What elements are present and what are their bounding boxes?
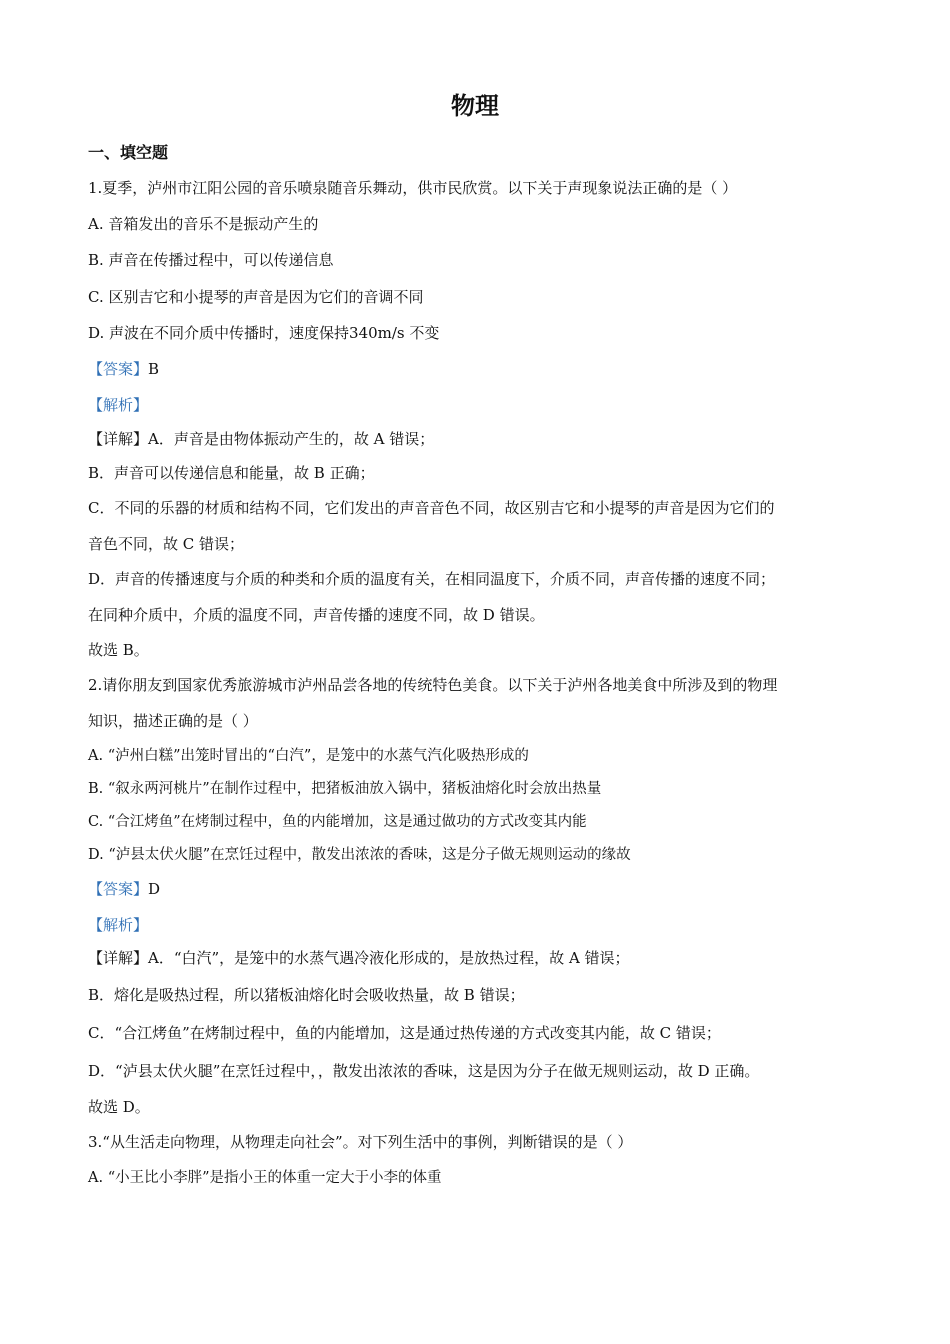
question-1-detail-line: C．不同的乐器的材质和结构不同，它们发出的声音音色不同，故区别吉它和小提琴的声音是因为它们的 [88, 499, 775, 517]
answer-tag: 【答案】 [88, 880, 149, 898]
question-1-detail-line: D．声音的传播速度与介质的种类和介质的温度有关，在相同温度下，介质不同，声音传播的速度不同； [88, 570, 776, 588]
answer-value: B [148, 360, 160, 378]
question-3-stem: 3.“从生活走向物理，从物理走向社会”。对下列生活中的事例，判断错误的是（ ） [88, 1133, 633, 1151]
question-3-option-a: A. “小王比小李胖”是指小王的体重一定大于小李的体重 [88, 1170, 442, 1186]
question-2-option-d: D. “泸县太伏火腿”在烹饪过程中，散发出浓浓的香味，这是分子做无规则运动的缘故 [88, 847, 631, 863]
question-1-detail-line: 音色不同，故 C 错误； [88, 535, 245, 553]
question-1-detail-line: 在同种介质中，介质的温度不同，声音传播的速度不同，故 D 错误。 [88, 606, 545, 624]
question-2-option-b: B. “叙永两河桃片”在制作过程中，把猪板油放入锅中，猪板油熔化时会放出热量 [88, 781, 602, 797]
answer-tag: 【答案】 [88, 360, 149, 378]
question-1-answer [88, 359, 159, 379]
question-2-detail-line: C．“合江烤鱼”在烤制过程中，鱼的内能增加，这是通过热传递的方式改变其内能，故 C 错误； [88, 1024, 721, 1042]
question-2-detail-line: 故选 D。 [88, 1098, 150, 1116]
question-2-detail-line: D．“泸县太伏火腿”在烹饪过程中，，散发出浓浓的香味，这是因为分子在做无规则运动，故 D 正确。 [88, 1062, 760, 1080]
question-1-detail-line: 【详解】A．声音是由物体振动产生的，故 A 错误； [88, 430, 435, 448]
question-1-stem: 1.夏季，泸州市江阳公园的音乐喷泉随音乐舞动，供市民欣赏。以下关于声现象说法正确的是（ ） [88, 179, 738, 197]
question-2-detail-line: 【详解】A．“白汽”，是笼中的水蒸气遇冷液化形成的，是放热过程，故 A 错误； [88, 949, 630, 967]
question-1-option-d: D. 声波在不同介质中传播时，速度保持340m/s 不变 [88, 324, 440, 342]
question-1-option-a: A. 音箱发出的音乐不是振动产生的 [88, 215, 319, 233]
page-title: 物理 [451, 92, 499, 120]
question-1-analysis-tag: 【解析】 [88, 396, 149, 414]
question-1-detail-line: B．声音可以传递信息和能量，故 B 正确； [88, 464, 375, 482]
answer-value: D [148, 880, 161, 898]
question-1-option-c: C. 区别吉它和小提琴的声音是因为它们的音调不同 [88, 288, 424, 306]
question-2-detail-line: B．熔化是吸热过程，所以猪板油熔化时会吸收热量，故 B 错误； [88, 986, 525, 1004]
question-2-stem-line: 2.请你朋友到国家优秀旅游城市泸州品尝各地的传统特色美食。以下关于泸州各地美食中所涉及到的物理 [88, 676, 778, 694]
question-2-answer [88, 879, 160, 899]
question-1-option-b: B. 声音在传播过程中，可以传递信息 [88, 251, 334, 269]
question-1-detail-line: 故选 B。 [88, 641, 149, 659]
question-2-option-c: C. “合江烤鱼”在烤制过程中，鱼的内能增加，这是通过做功的方式改变其内能 [88, 814, 587, 830]
question-2-stem-line: 知识，描述正确的是（ ） [88, 712, 258, 730]
question-2-analysis-tag: 【解析】 [88, 916, 149, 934]
question-2-option-a: A. “泸州白糕”出笼时冒出的“白汽”，是笼中的水蒸气汽化吸热形成的 [88, 748, 529, 764]
section-heading: 一、填空题 [88, 143, 169, 162]
